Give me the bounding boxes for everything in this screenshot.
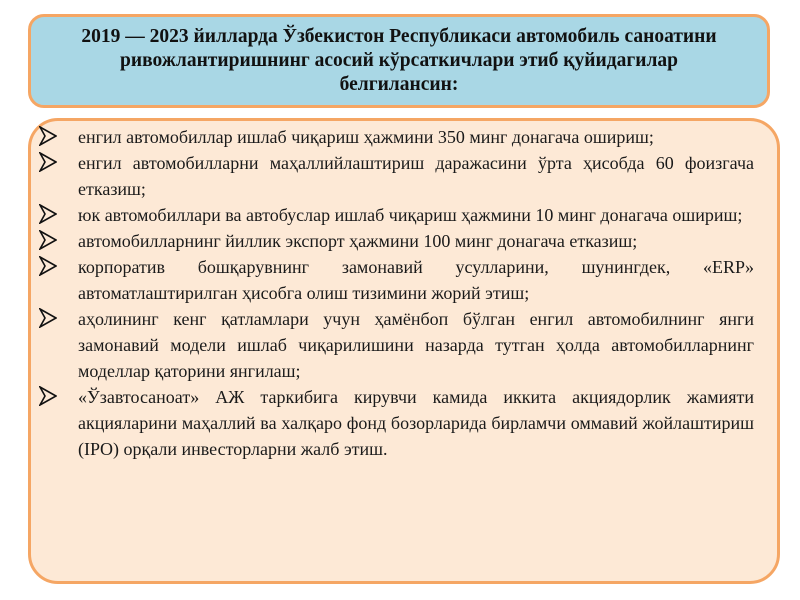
title-box xyxy=(28,14,770,108)
arrowhead-bullet-icon xyxy=(39,386,57,406)
arrowhead-bullet-icon xyxy=(39,256,57,276)
bullet-item xyxy=(34,384,754,462)
arrowhead-bullet-icon xyxy=(39,204,57,224)
bullet-item xyxy=(34,306,754,384)
bullet-text: автомобилларнинг йиллик экспорт ҳажмини 100 минг донагача етказиш; xyxy=(78,231,638,251)
bullet-item xyxy=(34,150,754,202)
arrowhead-bullet-icon xyxy=(39,308,57,328)
bullet-list xyxy=(34,124,754,462)
bullet-item xyxy=(34,202,754,228)
bullet-text: енгил автомобиллар ишлаб чиқариш ҳажмини 350 минг донагача ошириш; xyxy=(78,127,654,147)
arrowhead-bullet-icon xyxy=(39,126,57,146)
bullet-item xyxy=(34,228,754,254)
bullet-text: аҳолининг кенг қатламлари учун ҳамёнбоп бўлган енгил автомобилнинг янги замонавий модели ишлаб чиқарилишини назарда тутган ҳолда автомобилларнинг моделлар қаторини янгилаш; xyxy=(78,309,754,381)
slide-title: 2019 — 2023 йилларда Ўзбекистон Республикаси автомобиль саноатини ривожлантиришнинг асосий кўрсаткичлари этиб қуйидагилар белгилансин: xyxy=(81,26,717,95)
bullet-item xyxy=(34,254,754,306)
bullet-text: юк автомобиллари ва автобуслар ишлаб чиқариш ҳажмини 10 минг донагача ошириш; xyxy=(78,205,743,225)
bullet-text: корпоратив бошқарувнинг замонавий усулларини, шунингдек, «ERP» автоматлаштирилган ҳисобга олиш тизимини жорий этиш; xyxy=(78,257,754,303)
arrowhead-bullet-icon xyxy=(39,152,57,172)
bullet-text: «Ўзавтосаноат» АЖ таркибига кирувчи камида иккита акциядорлик жамияти акцияларини маҳаллий ва халқаро фонд бозорларида бирламчи оммавий жойлаштириш (IPO) орқали инвесторларни жалб этиш. xyxy=(78,387,754,459)
arrowhead-bullet-icon xyxy=(39,230,57,250)
bullet-item xyxy=(34,124,754,150)
bullet-text: енгил автомобилларни маҳаллийлаштириш даражасини ўрта ҳисобда 60 фоизгача етказиш; xyxy=(78,153,754,199)
